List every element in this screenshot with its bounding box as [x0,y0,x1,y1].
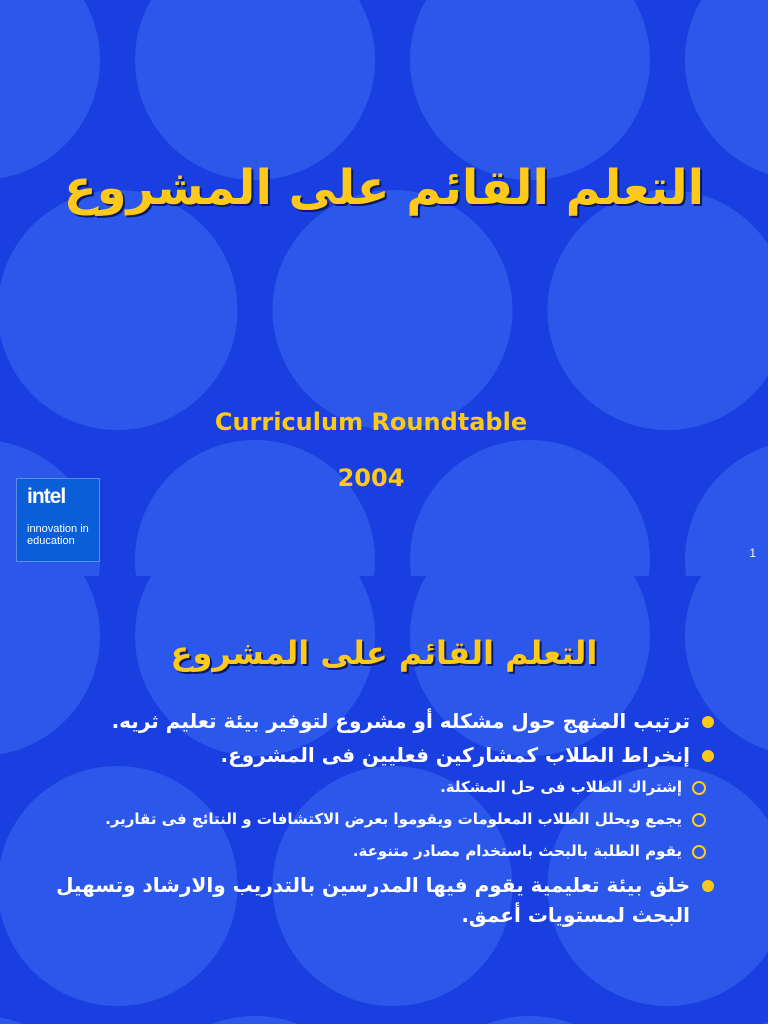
bullet-item [40,706,718,736]
subtitle-event: Curriculum Roundtable [214,408,528,436]
background-circle [273,190,513,430]
background-circle [685,0,768,180]
bullet-list [40,706,718,934]
bullet-text: خلق بيئة تعليمية يقوم فيها المدرسين بالتدريب والارشاد وتسهيل البحث لمستويات أعمق. [56,873,690,927]
bullet-dot-icon [702,750,714,762]
bullet-ring-icon [692,813,706,827]
background-circle [548,190,768,430]
sub-bullet-text: يقوم الطلبة بالبحث باستخدام مصادر متنوعة. [352,842,682,860]
background-circle [685,1016,768,1024]
bullet-dot-icon [702,716,714,728]
background-circle [410,1016,650,1024]
background-circle [0,190,238,430]
slide-title: التعلم القائم على المشروع [170,634,598,672]
sub-bullet-item [40,774,742,800]
bullet-ring-icon [692,781,706,795]
bullet-item [40,870,718,930]
logo-tagline-2: education [27,535,75,547]
background-circle [0,0,100,180]
intel-education-logo [16,478,100,562]
logo-tagline-1: innovation in [27,523,89,535]
bullet-dot-icon [702,880,714,892]
bullet-item [40,740,718,770]
logo-brand: intel [27,485,66,508]
background-circle [410,440,650,576]
sub-bullet-text: إشتراك الطلاب فى حل المشكلة. [440,778,682,796]
content-slide [0,576,768,1024]
background-circle [410,0,650,180]
sub-bullet-item [40,838,742,864]
subtitle-year: 2004 [337,464,405,492]
bullet-text: ترتيب المنهج حول مشكله أو مشروع لتوفير بيئة تعليم ثريه. [111,709,690,733]
background-circle [135,440,375,576]
background-circle [135,0,375,180]
bullet-ring-icon [692,845,706,859]
page-number: 1 [749,546,756,560]
background-circle [135,1016,375,1024]
sub-bullet-item [40,806,742,832]
slide-title: التعلم القائم على المشروع [63,160,705,216]
bullet-text: إنخراط الطلاب كمشاركين فعليين فى المشروع. [220,743,690,767]
background-circle [0,1016,100,1024]
sub-bullet-text: يجمع ويحلل الطلاب المعلومات ويقوموا بعرض الاكتشافات و النتائج فى تقارير. [105,810,682,828]
